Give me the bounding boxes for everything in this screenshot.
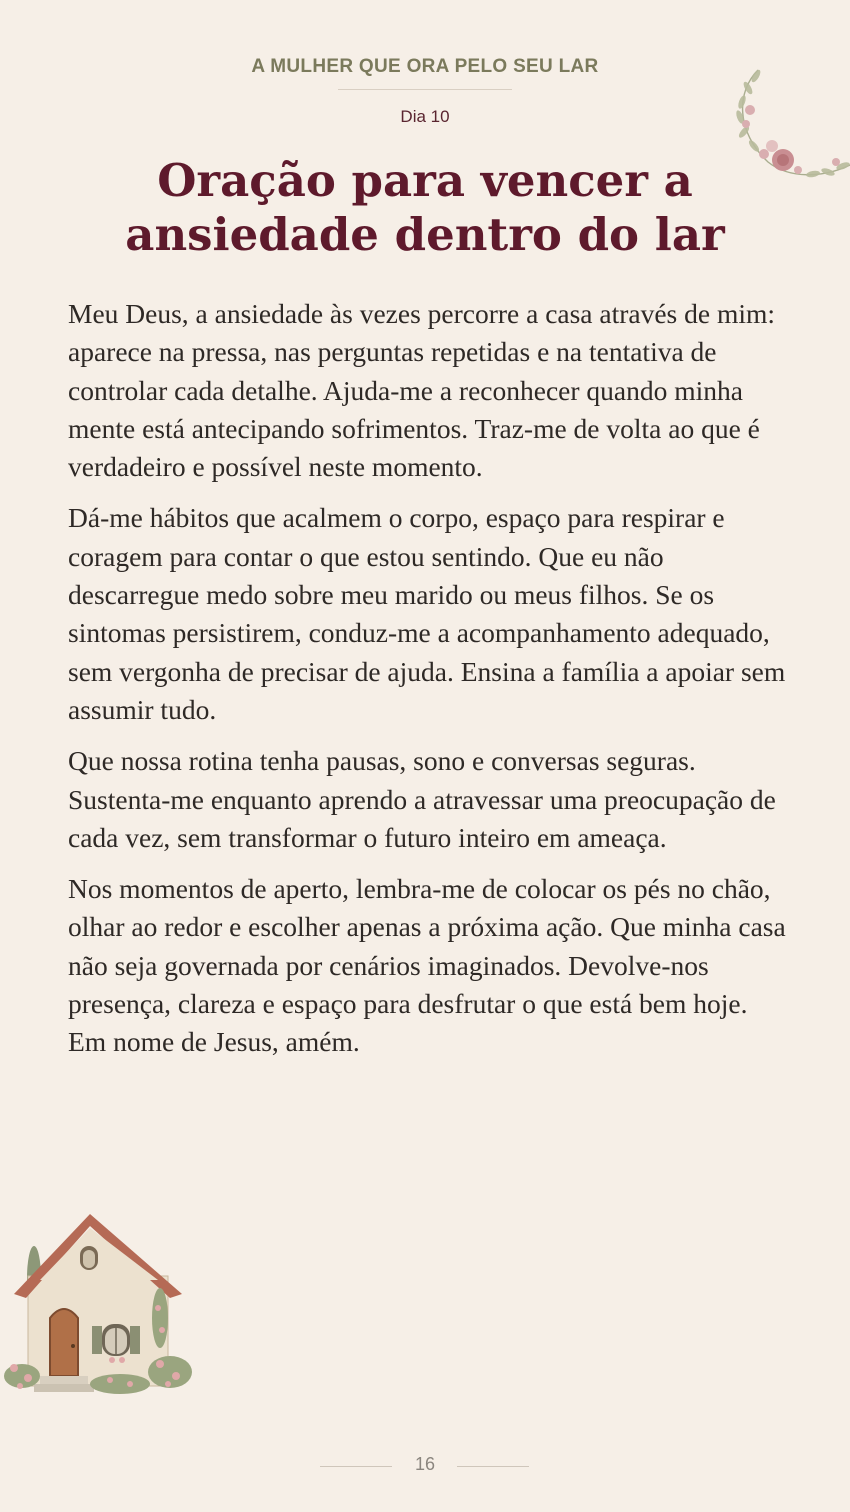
book-title: A MULHER QUE ORA PELO SEU LAR bbox=[251, 56, 599, 77]
footer-rule-left bbox=[320, 1466, 392, 1467]
title-divider bbox=[338, 89, 512, 90]
prayer-paragraph: Meu Deus, a ansiedade às vezes percorre a casa através de mim: aparece na pressa, nas perguntas repetidas e na tentativa de controlar cada detalhe. Ajuda-me a reconhecer quando minha mente está antecipando sofrimentos. Traz-me de volta ao que é verdadeiro e possível neste momento. bbox=[68, 298, 776, 483]
prayer-title-line1: Oração para vencer a bbox=[157, 154, 693, 207]
page-number: 16 bbox=[414, 1454, 436, 1474]
prayer-body bbox=[68, 295, 786, 1075]
day-label: Dia 10 bbox=[400, 107, 450, 126]
prayer-title bbox=[0, 154, 850, 262]
page-footer bbox=[0, 1454, 850, 1478]
prayer-paragraph: Dá-me hábitos que acalmem o corpo, espaço para respirar e coragem para contar o que estou sentindo. Que eu não descarregue medo sobre meu marido ou meus filhos. Se os sintomas persistirem, conduz-me a acompanhamento adequado, sem vergonha de precisar de ajuda. Ensina a família a apoiar sem assumir tudo. bbox=[68, 502, 786, 725]
prayer-paragraph: Nos momentos de aperto, lembra-me de colocar os pés no chão, olhar ao redor e escolher apenas a próxima ação. Que minha casa não seja governada por cenários imaginados. Devolve-nos presença, clareza e espaço para desfrutar o que está bem hoje. Em nome de Jesus, amém. bbox=[68, 873, 786, 1058]
prayer-title-line2: ansiedade dentro do lar bbox=[125, 208, 725, 261]
prayer-paragraph: Que nossa rotina tenha pausas, sono e conversas seguras. Sustenta-me enquanto aprendo a atravessar uma preocupação de cada vez, sem transformar o futuro inteiro em ameaça. bbox=[68, 745, 776, 853]
footer-rule-right bbox=[457, 1466, 529, 1467]
cottage-illustration bbox=[0, 1208, 196, 1404]
